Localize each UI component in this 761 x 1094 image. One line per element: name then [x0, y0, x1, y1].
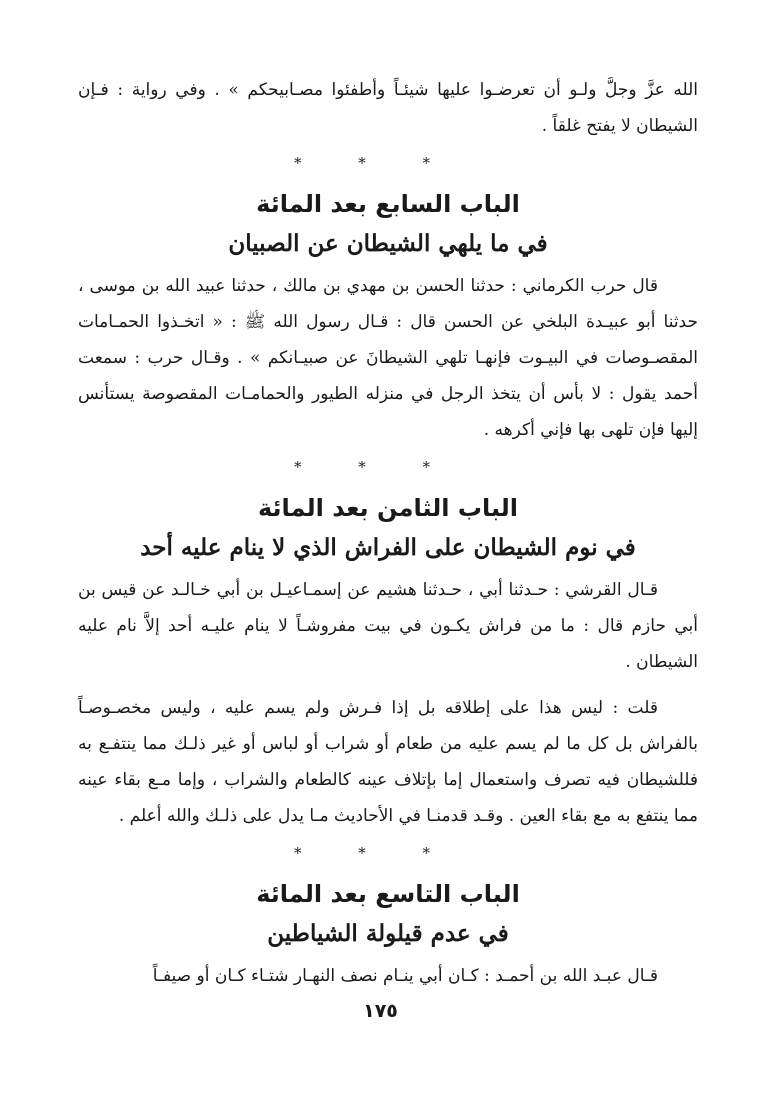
chapter-108-subtitle: في نوم الشيطان على الفراش الذي لا ينام عليه أحد — [140, 534, 636, 561]
chapter-107-title: الباب السابع بعد المائة — [256, 190, 520, 218]
chapter-109-paragraph: قـال عبـد الله بن أحمـد : كـان أبي ينـام نصف النهـار شتـاء كـان أو صيفـاً — [152, 966, 658, 986]
intro-paragraph: الله عزَّ وجلَّ ولـو أن تعرضـوا عليها شيئـاً وأطفئوا مصـابيحكم » . وفي رواية : فـإن الشيطان لا يفتح غلقاً . — [78, 80, 698, 136]
chapter-109-title: الباب التاسع بعد المائة — [256, 880, 520, 908]
chapter-108-paragraph: قـال القرشي : حـدثنا أبي ، حـدثنا هشيم عن إسمـاعيـل بن أبي خـالـد عن قيس بن أبي حازم قال : ما من فراش يكـون في بيت مفروشـاً لا ينام عليـه أحد إلاَّ نام عليه الشيطان . — [78, 580, 698, 672]
chapter-108-title: الباب الثامن بعد المائة — [257, 494, 519, 522]
section-separator: * * * — [293, 844, 457, 862]
chapter-109-subtitle: في عدم قيلولة الشياطين — [267, 920, 509, 947]
paragraph-gap — [78, 680, 698, 690]
page-number: ١٧٥ — [363, 1000, 398, 1022]
chapter-108-comment: قلت : ليس هذا على إطلاقه بل إذا فـرش ولم يسم عليه ، وليس مخصـوصـاً بالفراش بل كل ما لم يسم عليه من طعام أو شراب أو لباس أو غير ذلـك مما ينتفـع به فللشيطان فيه تصرف واستعمال إما بإتلاف عينه كالطعام والشراب ، وإما مـع بقاء عينه مما ينتفع به مع بقاء العين . وقـد قدمنـا في الأحاديث مـا يدل على ذلـك والله أعلم . — [78, 698, 698, 826]
chapter-107-subtitle: في ما يلهي الشيطان عن الصبيان — [228, 230, 548, 257]
chapter-107-paragraph: قال حرب الكرماني : حدثنا الحسن بن مهدي بن مالك ، حدثنا عبيد الله بن موسى ، حدثنا أبو عبيـدة البلخي عن الحسن قال : قـال رسول الله ﷺ : « اتخـذوا الحمـامات المقصـوصات في البيـوت فإنهـا تلهي الشيطانَ عن صبيـانكم » . وقـال حرب : سمعت أحمد يقول : لا بأس أن يتخذ الرجل في منزله الطيور والحمامـات المقصوصة يستأنس إليها فإن تلهى بها فإني أكرهه . — [78, 276, 698, 440]
page-body — [78, 72, 698, 994]
section-separator: * * * — [293, 154, 457, 172]
section-separator: * * * — [293, 458, 457, 476]
